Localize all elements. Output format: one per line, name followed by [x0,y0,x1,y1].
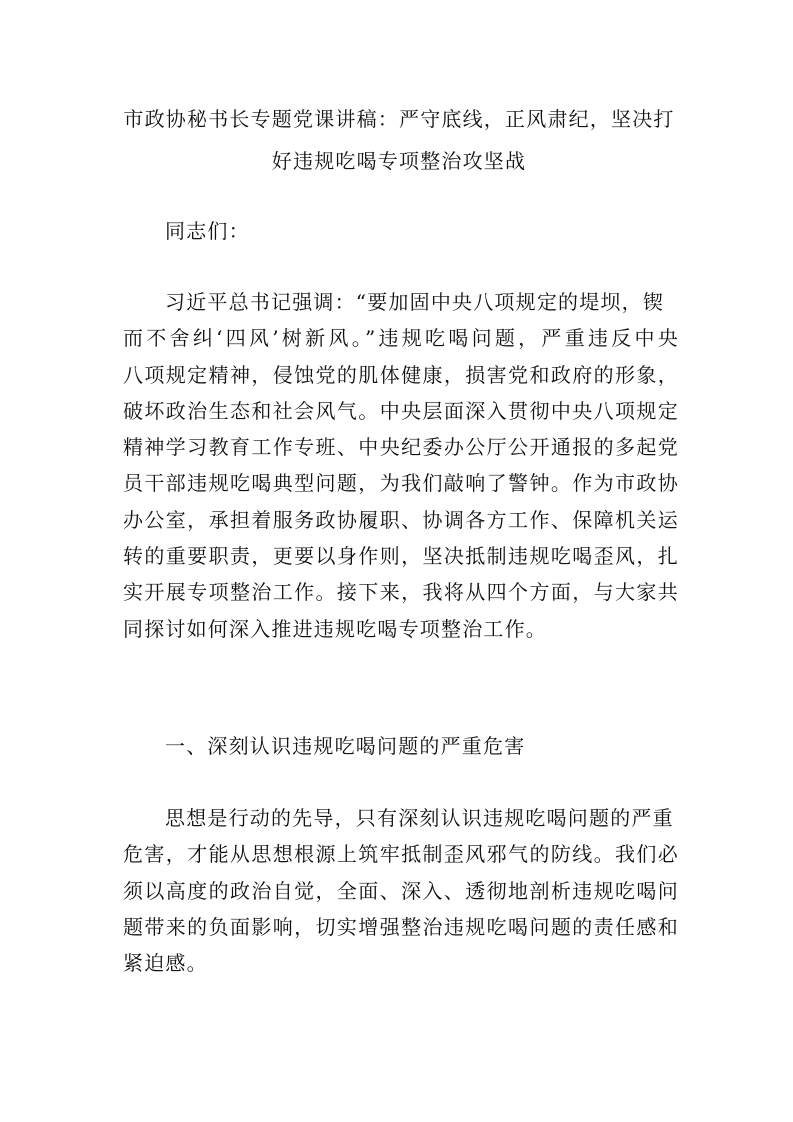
section-heading-text: 一、深刻认识违规吃喝问题的严重危害 [165,734,526,758]
paragraph-line: 习近平总书记强调：“要加固中央八项规定的堤坝，锲 [165,290,665,314]
paragraph-line: 危害，才能从思想根源上筑牢抵制歪风邪气的防线。我们必 [123,842,679,867]
paragraph-line: 而不舍纠‘四风’树新风。”违规吃喝问题，严重违反中央 [123,326,679,351]
document-title [118,98,680,182]
paragraph-line: 精神学习教育工作专班、中央纪委办公厅公开通报的多起党 [123,435,679,460]
paragraph-line: 紧迫感。 [123,951,208,976]
intro-paragraph [123,284,679,647]
paragraph-line: 转的重要职责，更要以身作则，坚决抵制违规吃喝歪风，扎 [123,544,679,569]
paragraph-line: 破坏政治生态和社会风气。中央层面深入贯彻中央八项规定 [123,398,679,423]
section-heading [123,728,721,764]
title-line: 市政协秘书长专题党课讲稿：严守底线，正风肃纪，坚决打 [123,107,675,131]
title-line: 好违规吃喝专项整治攻坚战 [271,149,527,173]
paragraph-line: 题带来的负面影响，切实增强整治违规吃喝问题的责任感和 [123,914,679,939]
paragraph-line: 思想是行动的先导，只有深刻认识违规吃喝问题的严重 [165,806,674,830]
paragraph-line: 同探讨如何深入推进违规吃喝专项整治工作。 [123,616,547,641]
paragraph-line: 员干部违规吃喝典型问题，为我们敲响了警钟。作为市政协 [123,471,679,496]
paragraph-line: 实开展专项整治工作。接下来，我将从四个方面，与大家共 [123,580,679,605]
paragraph-line: 办公室，承担着服务政协履职、协调各方工作、保障机关运 [123,507,679,532]
salutation [123,213,721,249]
section-paragraph [123,800,679,981]
salutation-text: 同志们： [165,219,250,243]
paragraph-line: 须以高度的政治自觉，全面、深入、透彻地剖析违规吃喝问 [123,878,679,903]
paragraph-line: 八项规定精神，侵蚀党的肌体健康，损害党和政府的形象， [123,362,679,387]
